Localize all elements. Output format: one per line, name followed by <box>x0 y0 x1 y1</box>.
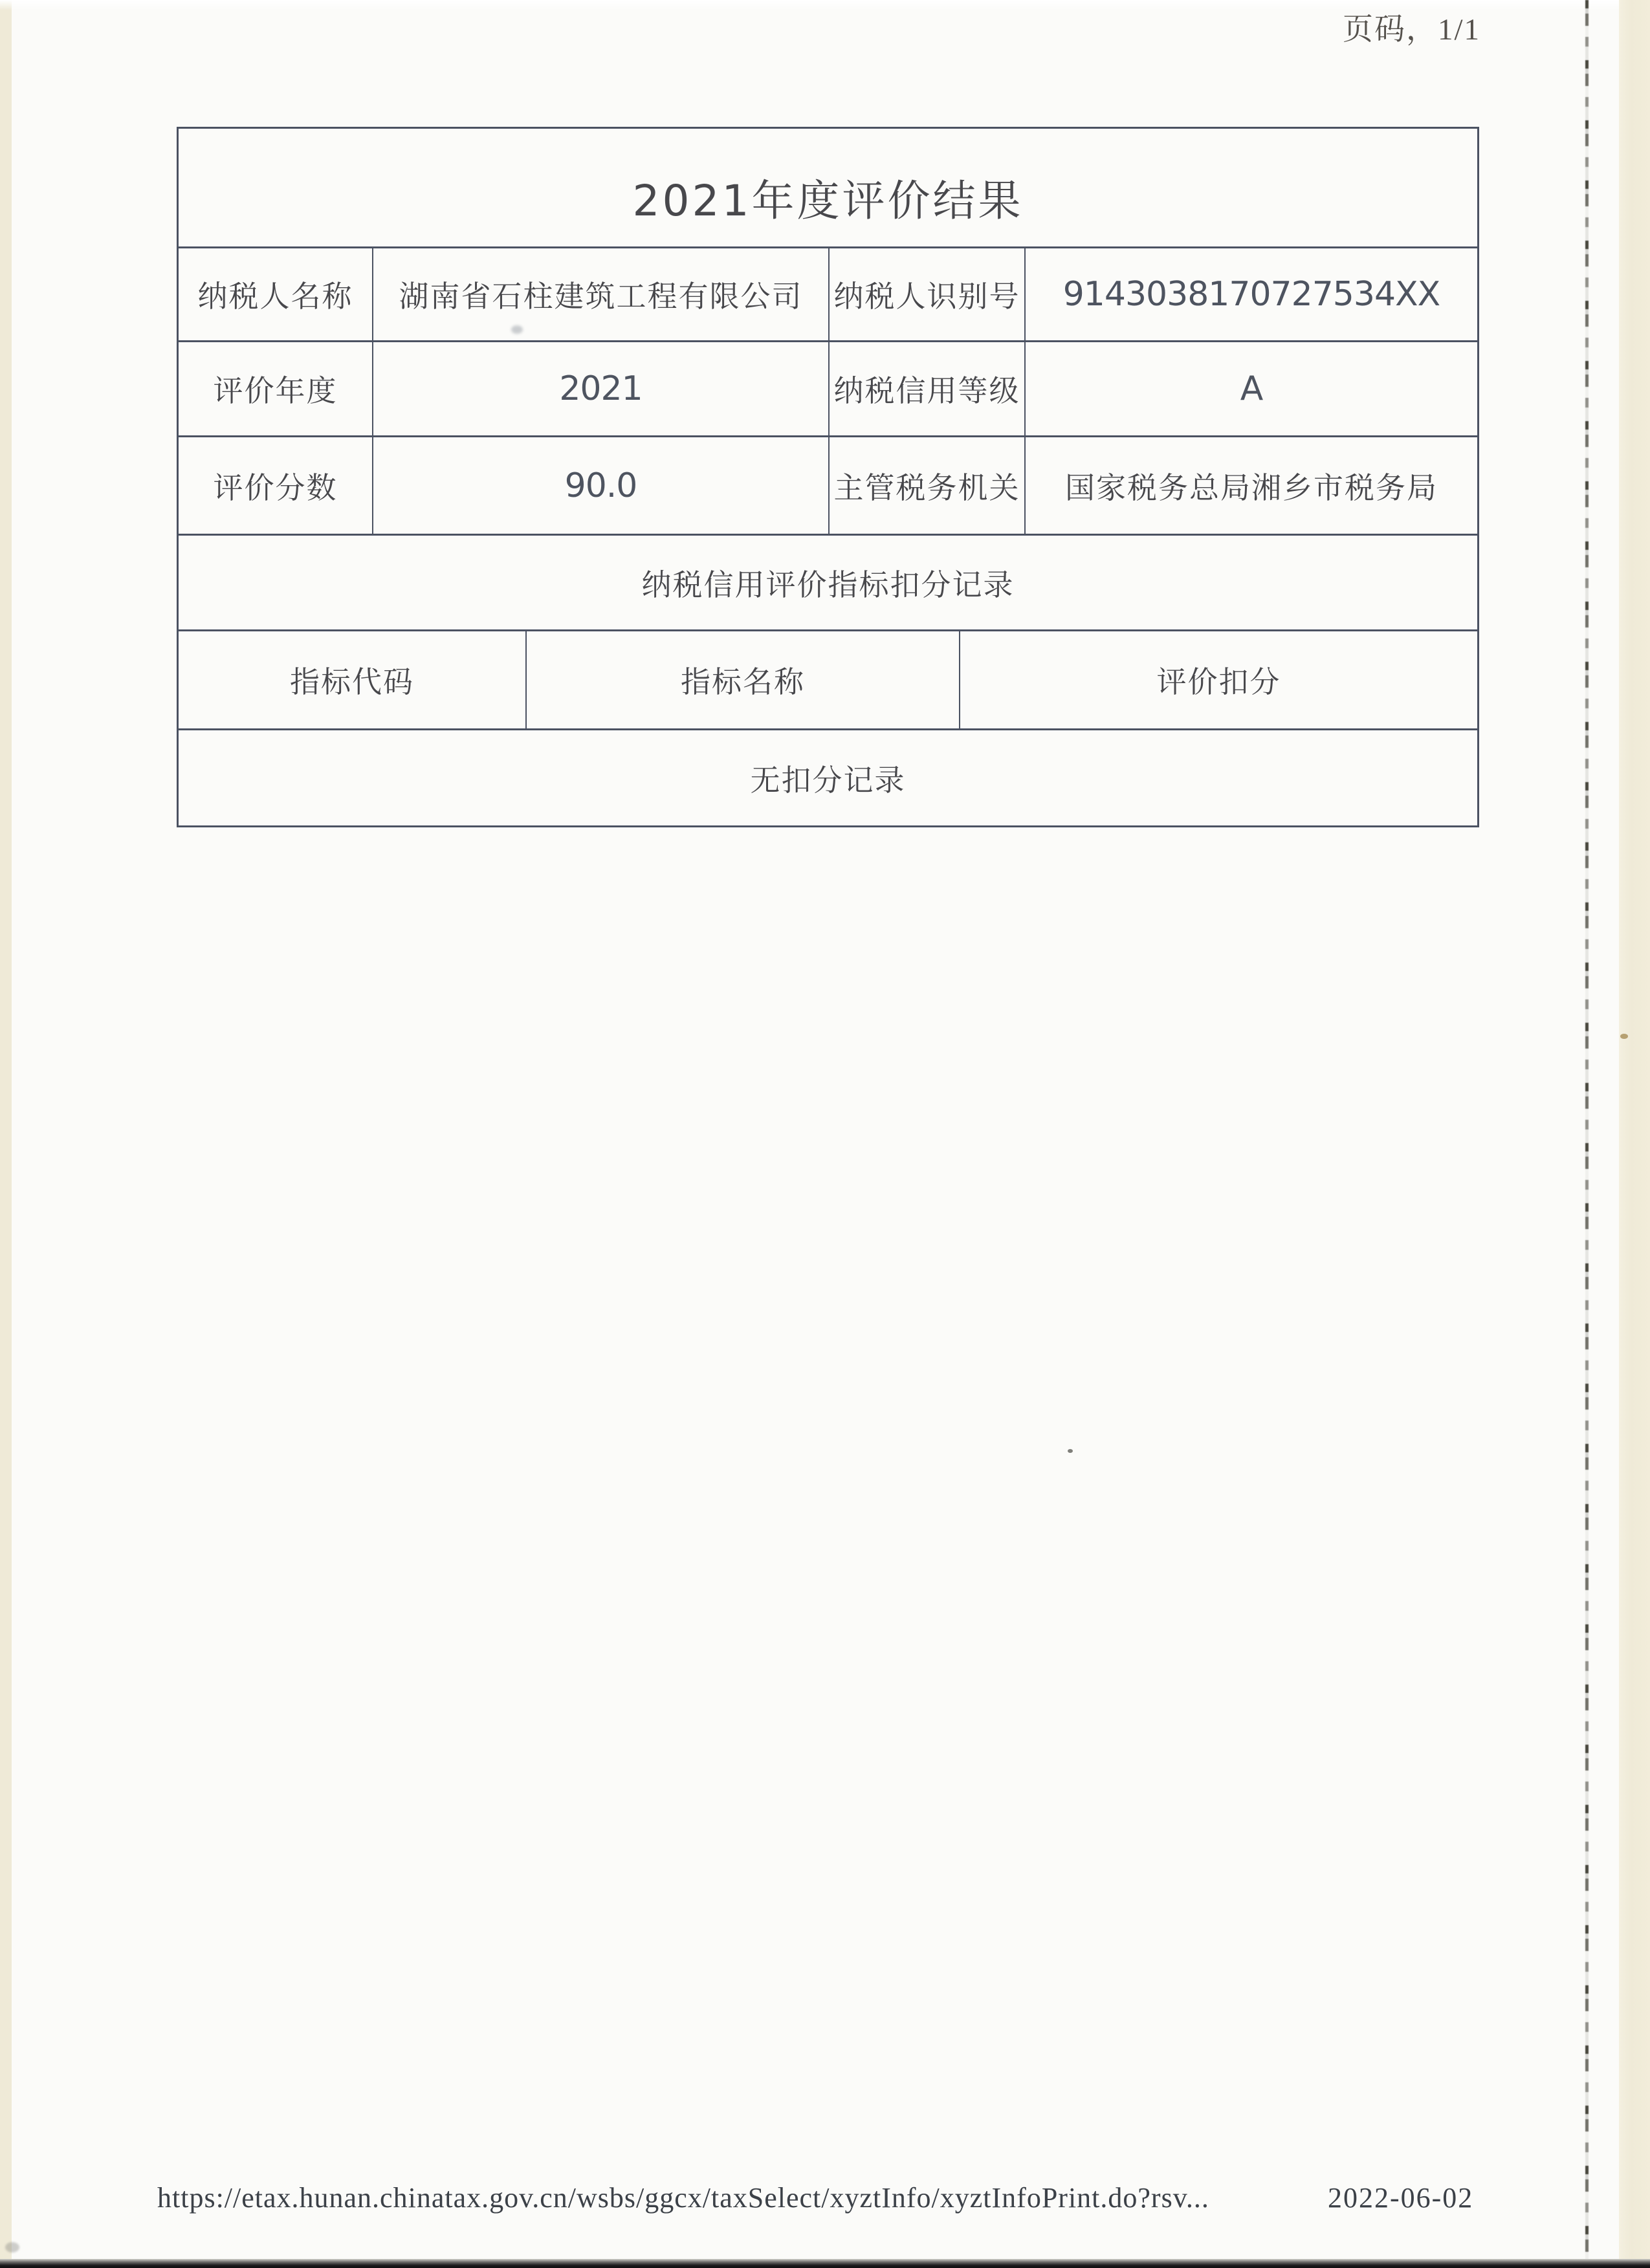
deduction-section-title: 纳税信用评价指标扣分记录 <box>641 567 1015 602</box>
scan-corner-mark <box>5 2242 19 2252</box>
indicator-code-header: 指标代码 <box>290 664 414 699</box>
taxpayer-id-label: 纳税人识别号 <box>828 248 1024 340</box>
evaluation-year-value: 2021 <box>372 342 828 435</box>
scan-left-edge-strip <box>0 0 12 2268</box>
scan-paper-spot <box>1620 1034 1628 1039</box>
taxpayer-id-value: 9143038170727534XX <box>1024 248 1477 340</box>
evaluation-score-value: 90.0 <box>372 437 828 534</box>
no-deduction-row <box>179 728 1477 825</box>
credit-rating-label: 纳税信用等级 <box>828 342 1024 435</box>
deduction-score-header: 评价扣分 <box>959 631 1477 728</box>
footer-url: https://etax.hunan.chinatax.gov.cn/wsbs/ggcx/taxSelect/xyztInfo/xyztInfoPrint.do?rsv... <box>157 2182 1209 2214</box>
deduction-section-row <box>179 534 1477 629</box>
table-row-score-authority <box>179 435 1477 534</box>
no-deduction-record-text: 无扣分记录 <box>750 762 906 798</box>
scan-right-backing-band <box>1619 0 1650 2268</box>
footer-date: 2022-06-02 <box>1328 2182 1474 2214</box>
table-row-year-rating <box>179 340 1477 435</box>
indicator-name-header: 指标名称 <box>525 631 959 728</box>
evaluation-score-label: 评价分数 <box>213 470 338 505</box>
page-number: 页码，1/1 <box>1343 13 1481 47</box>
table-title-row <box>179 129 1477 246</box>
table-title: 2021年度评价结果 <box>632 175 1024 226</box>
scan-bottom-edge-shadow <box>0 2259 1650 2268</box>
evaluation-result-table <box>177 127 1479 827</box>
tax-authority-label: 主管税务机关 <box>828 437 1024 534</box>
evaluation-year-label: 评价年度 <box>213 373 338 408</box>
tax-authority-value: 国家税务总局湘乡市税务局 <box>1024 437 1477 534</box>
credit-rating-value: A <box>1024 342 1477 435</box>
scan-ink-speck <box>1068 1449 1073 1453</box>
scan-perforation-line <box>1585 0 1589 2268</box>
taxpayer-name-label: 纳税人名称 <box>197 279 353 314</box>
deduction-header-row <box>179 629 1477 728</box>
table-row-taxpayer <box>179 246 1477 340</box>
taxpayer-name-value: 湖南省石柱建筑工程有限公司 <box>372 248 828 340</box>
